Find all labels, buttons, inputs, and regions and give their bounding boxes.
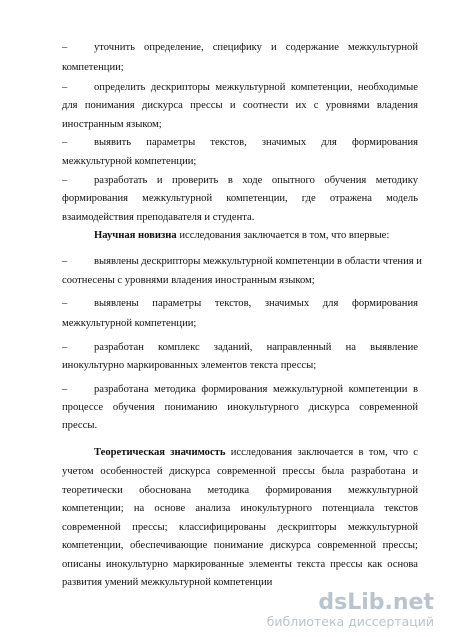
list-dash: – xyxy=(62,175,68,186)
significance-rest: исследования заключается в том, что с xyxy=(225,447,418,458)
list-item-line: определить дескрипторы межкультурной компетенции, необходимые xyxy=(94,82,418,93)
novelty-heading xyxy=(94,229,418,243)
list-item-line: компетенции; xyxy=(62,62,124,73)
significance-bold: Теоретическая значимость xyxy=(94,447,226,458)
significance-heading xyxy=(94,446,418,460)
watermark-logo: dsLib.net xyxy=(318,590,434,615)
list-item-line: уточнить определение, специфику и содержание межкультурной xyxy=(94,42,418,53)
list-dash: – xyxy=(62,256,68,267)
list-item-line: формирования межкультурной компетенции, где отражена модель xyxy=(62,193,418,204)
list-dash: – xyxy=(62,298,68,309)
list-item-line: взаимодействия преподавателя и студента. xyxy=(62,212,255,223)
paragraph-line: учетом особенностей дискурса современной прессы была разработана и xyxy=(62,466,418,477)
list-dash: – xyxy=(62,137,68,148)
list-item-line: для понимания дискурса прессы и соотнести их с уровнями владения xyxy=(62,100,418,111)
novelty-rest: исследования заключается в том, что впервые: xyxy=(176,230,390,241)
paragraph-line: описаны инокультурно маркированные элементы текста прессы как основа xyxy=(62,559,418,570)
list-item-line: процессе обучения пониманию инокультурного дискурса современной xyxy=(62,402,418,413)
list-item-line: разработать и проверить в ходе опытного обучения методику xyxy=(94,175,418,186)
paragraph-line: теоретически обоснована методика формирования межкультурной xyxy=(62,485,418,496)
list-item-line: разработан комплекс заданий, направленный на выявление xyxy=(94,342,418,353)
list-item-line: межкультурной компетенции; xyxy=(62,318,197,329)
paragraph-line: современной прессы; классифицированы дескрипторы межкультурной xyxy=(62,522,418,533)
list-item-line: прессы. xyxy=(62,420,98,431)
paragraph-line: компетенции; на основе анализа инокультурного потенциала текстов xyxy=(62,503,418,514)
list-dash: – xyxy=(62,82,68,93)
list-dash: – xyxy=(62,342,68,353)
list-dash: – xyxy=(62,42,68,53)
watermark-subtitle: библиотека диссертаций xyxy=(266,614,434,629)
list-item-line: соотнесены с уровнями владения иностранным языком; xyxy=(62,275,315,286)
list-dash: – xyxy=(62,384,68,395)
list-item-line: выявить параметры текстов, значимых для формирования xyxy=(94,137,418,148)
paragraph-line: компетенции, обеспечивающие понимание дискурса современной прессы; xyxy=(62,540,418,551)
list-item-line: инокультурно маркированных элементов текста прессы; xyxy=(62,360,317,371)
list-item-line: выявлены дескрипторы межкультурной компетенции в области чтения и xyxy=(94,256,422,267)
list-item-line: выявлены параметры текстов, значимых для формирования xyxy=(94,298,418,309)
list-item-line: разработана методика формирования межкультурной компетенции в xyxy=(94,384,418,395)
list-item-line: иностранным языком; xyxy=(62,119,162,130)
watermark xyxy=(267,591,434,629)
novelty-bold: Научная новизна xyxy=(94,230,177,241)
paragraph-line: развития умений межкультурной компетенции xyxy=(62,577,273,588)
list-item-line: межкультурной компетенции; xyxy=(62,156,197,167)
